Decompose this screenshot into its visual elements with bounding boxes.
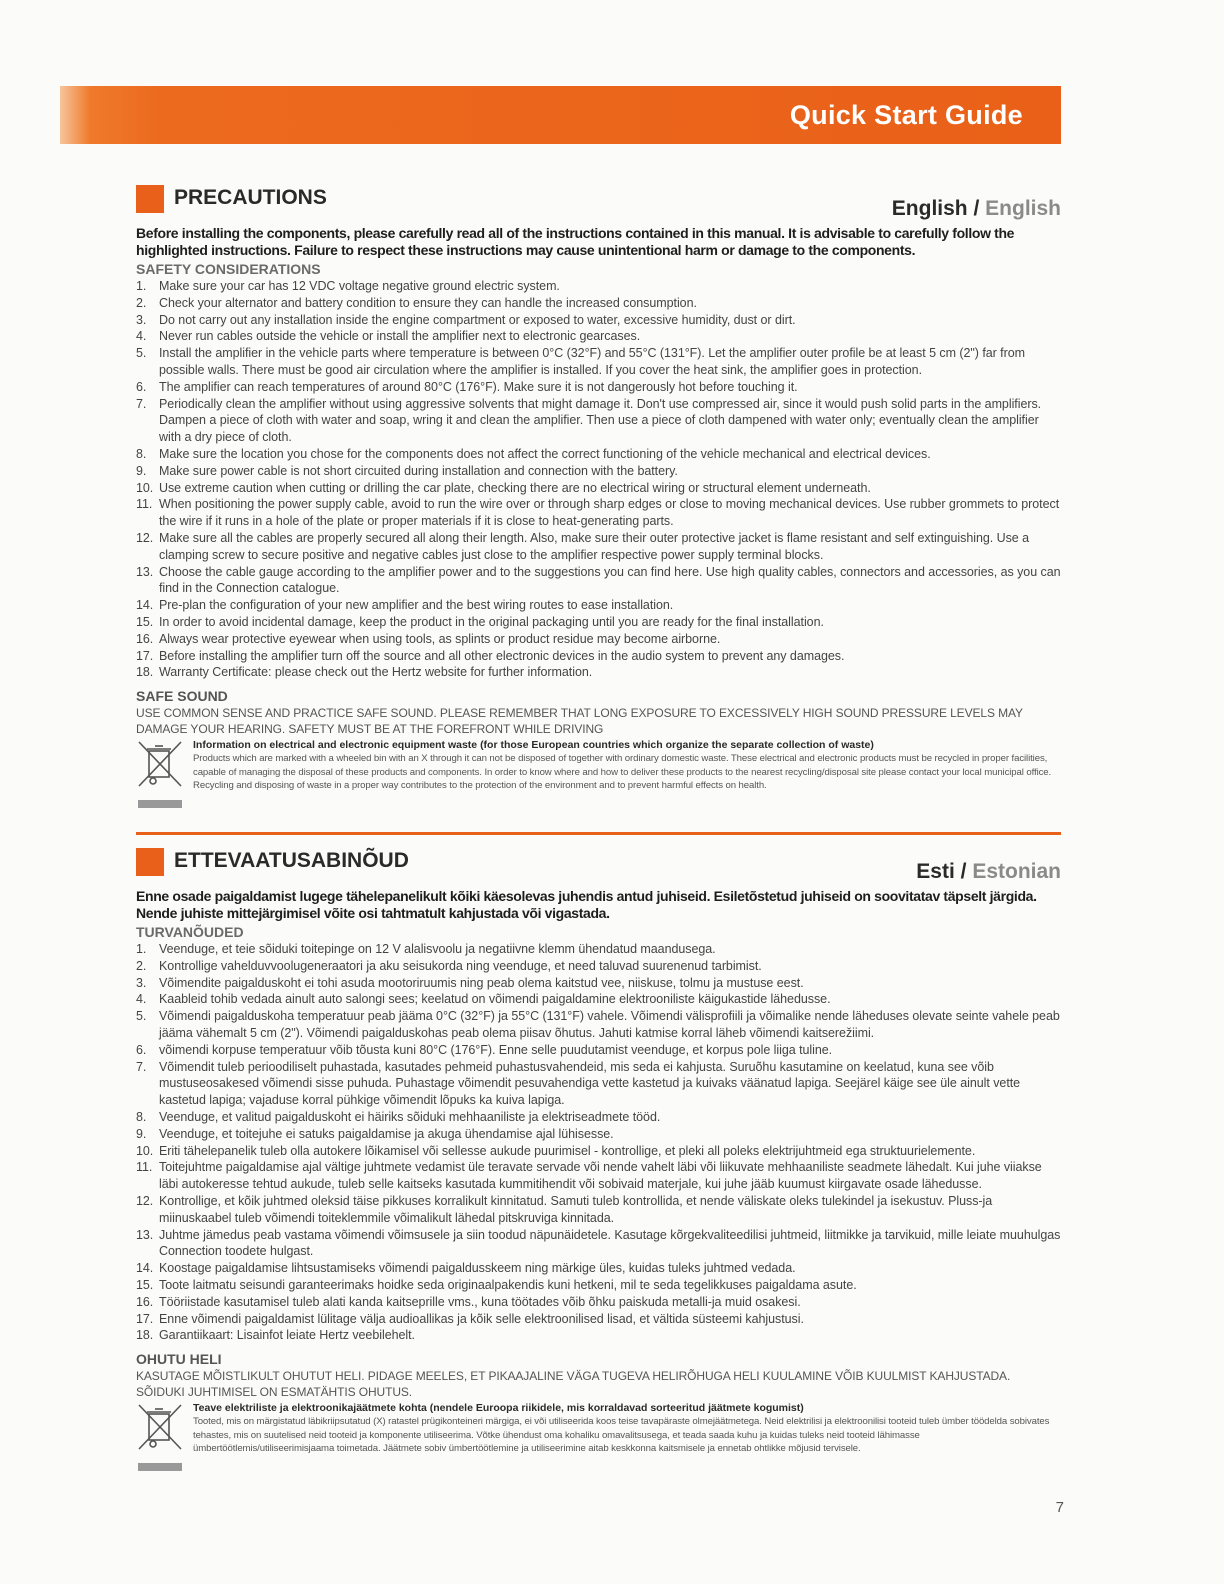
list-item-text: Võimendi paigalduskoha temperatuur peab jääma 0°C (32°F) ja 55°C (131°F) vahele. Võimendi välisprofiili ja võimalike nende läheduses olevate seinte vahele peab jääma vähemalt 5 cm (2"). Võimendi paigalduskohas peab olema piisav õhutus. Jahuti katmise korral läheb võimendi kaitserežiimi.: [159, 1009, 1060, 1040]
list-item: [136, 480, 1061, 497]
list-item: [136, 1327, 1061, 1344]
weee-notice: [136, 1402, 1061, 1476]
list-item-text: The amplifier can reach temperatures of around 80°C (176°F). Make sure it is not dangerously hot before touching it.: [159, 379, 798, 394]
list-item-text: Veenduge, et teie sõiduki toitepinge on 12 V alalisvoolu ja negatiivne klemm ühendatud maandusega.: [159, 942, 716, 956]
list-item-number: 12.: [136, 530, 154, 545]
list-item-number: 18.: [136, 665, 154, 680]
weee-text: Products which are marked with a wheeled bin with an X through it can not be disposed of together with ordinary domestic waste. These electrical and electronic products must be recycled in proper facilities, capable of managing the disposal of these products and components. In order to know where and how to deliver these products to the nearest recycling/disposal site please contact your local municipal office. Recycling and disposing of waste in a proper way contributes to the protection of the environment and to prevent harmful effects on health.: [193, 753, 1052, 792]
list-item-number: 14.: [136, 598, 154, 613]
list-item: [136, 1126, 1061, 1143]
list-item-text: Võimendit tuleb perioodiliselt puhastada, kasutades pehmeid puhastusvahendeid, mis seda ei kahjusta. Suruõhu kasutamine on keelatud, kuna see võib mustuseosakesed võimendi sisse puhuda. Puhastage võimendit pesuvahendiga vette kastetud ja kuivaks väänatud lapiga. Seejärel käige see üle ainult vette kastetud lapiga; vajaduse korral pühkige võimendit lõpuks ka kuiva lapiga.: [159, 1059, 1021, 1108]
list-item: [136, 1042, 1061, 1059]
list-item: [136, 1193, 1061, 1227]
list-item-text: Periodically clean the amplifier without using aggressive solvents that might damage it. Don't use compressed air, since it would push solid parts in the amplifiers. Dampen a piece of cloth with water and soap, wring it and clean the amplifier. Then use a piece of cloth dampened with water only; eventually clean the amplifier with a dry piece of cloth.: [159, 396, 1042, 445]
list-item-number: 18.: [136, 1328, 154, 1343]
list-item-text: Kaableid tohib vedada ainult auto salongi sees; keelatud on võimendi paigaldamine elektrooniliste käigukastide lähedusse.: [159, 992, 831, 1007]
list-item-text: Enne võimendi paigaldamist lülitage välja audioallikas ja kõik selle elektroonilised lisad, et vältida süsteemi kahjustusi.: [159, 1311, 804, 1326]
list-item-text: Make sure all the cables are properly secured all along their length. Also, make sure their outer protective jacket is flame resistant and self extinguishing. Use a clamping screw to secure positive and negative cables just close to the amplifier respective power supply terminal blocks.: [159, 530, 1030, 562]
list-item: [136, 295, 1061, 312]
list-item: [136, 664, 1061, 681]
list-item-number: 5.: [136, 1009, 147, 1024]
header-banner: [60, 86, 1061, 144]
list-item-text: Pre-plan the configuration of your new amplifier and the best wiring routes to ease installation.: [159, 598, 674, 613]
list-item: [136, 1008, 1061, 1042]
list-item-text: Juhtme jämedus peab vastama võimendi võimsusele ja siin toodud näpunäidetele. Kasutage kõrgekvaliteedilisi juhtmeid, liitmikke ja tarvikuid, mille leiate muuhulgas Connection toodete hulgast.: [159, 1227, 1061, 1259]
list-item: [136, 328, 1061, 345]
list-item: [136, 446, 1061, 463]
list-item-text: Use extreme caution when cutting or drilling the car plate, checking there are no electrical wiring or structural element underneath.: [159, 480, 871, 495]
list-item-number: 9.: [136, 1126, 147, 1141]
list-item: [136, 1109, 1061, 1126]
safe-sound-text: KASUTAGE MÕISTLIKULT OHUTUT HELI. PIDAGE MEELES, ET PIKAAJALINE VÄGA TUGEVA HELIRÕHUGA HELI KUULAMINE VÕIB KUULMIST KAHJUSTADA. SÕIDUKI JUHTIMISEL ON ESMATÄHTIS OHUTUS.: [136, 1369, 1011, 1400]
page-number: 7: [1055, 1499, 1064, 1516]
list-item: [136, 975, 1061, 992]
list-item: [136, 463, 1061, 480]
list-item-number: 14.: [136, 1261, 154, 1276]
list-item: [136, 1227, 1061, 1261]
precautions-list: [136, 278, 1061, 681]
list-item: [136, 1143, 1061, 1160]
crossed-bin-icon: [136, 739, 184, 789]
list-item-number: 3.: [136, 312, 147, 327]
list-item: [136, 1294, 1061, 1311]
list-item-text: Kontrollige vahelduvvoolugeneraatori ja aku seisukorda ning veenduge, et need taluvad suurenenud tarbimist.: [159, 958, 762, 973]
precautions-list: [136, 941, 1061, 1344]
list-item-number: 11.: [136, 1160, 153, 1175]
list-item: [136, 312, 1061, 329]
weee-notice: [136, 739, 1061, 813]
list-item-text: Tööriistade kasutamisel tuleb alati kanda kaitseprille vms., kuna töötades võib õhku paiskuda metalli-ja muid osakesi.: [159, 1294, 801, 1309]
list-item-text: In order to avoid incidental damage, keep the product in the original packaging until you are ready for the final installation.: [159, 614, 824, 629]
subheading: SAFETY CONSIDERATIONS: [136, 261, 321, 277]
crossed-bin-icon: [136, 1402, 184, 1452]
list-item-number: 3.: [136, 975, 147, 990]
list-item-number: 5.: [136, 346, 147, 361]
bin-underline-bar: [138, 800, 182, 808]
language-main: English /: [891, 197, 980, 220]
list-item: [136, 496, 1061, 530]
list-item-text: Võimendite paigalduskoht ei tohi asuda mootoriruumis ning peab olema kaitstud vee, niiskuse, tolmu ja mustuse eest.: [159, 975, 804, 990]
list-item: [136, 564, 1061, 598]
list-item: [136, 941, 1061, 958]
list-item: [136, 278, 1061, 295]
list-item: [136, 631, 1061, 648]
list-item-text: Koostage paigaldamise lihtsustamiseks võimendi paigaldusskeem ning märkige üles, kuidas tuleks juhtmed vedada.: [159, 1261, 796, 1276]
list-item-number: 15.: [136, 614, 154, 629]
list-item-text: Make sure power cable is not short circuited during installation and connection with the battery.: [159, 463, 678, 478]
list-item-number: 13.: [136, 564, 154, 579]
intro-text: Before installing the components, please carefully read all of the instructions contained in this manual. It is advisable to carefully follow the highlighted instructions. Failure to respect these instructions may cause unintentional harm or damage to the components.: [136, 225, 1015, 258]
section-title: ETTEVAATUSABINÕUD: [174, 849, 409, 872]
list-item-text: Do not carry out any installation inside the engine compartment or exposed to water, excessive humidity, dust or dirt.: [159, 312, 796, 327]
list-item-text: Veenduge, et toitejuhe ei satuks paigaldamise ja akuga ühendamise ajal lühisesse.: [159, 1126, 614, 1141]
list-item-number: 15.: [136, 1277, 154, 1292]
list-item: [136, 379, 1061, 396]
list-item-text: Toote laitmatu seisundi garanteerimaks hoidke seda originaalpakendis kuni hetkeni, mil te seda tegelikkuses paigaldama asute.: [159, 1277, 857, 1292]
list-item: [136, 1159, 1061, 1193]
intro-text: Enne osade paigaldamist lugege tähelepanelikult kõiki käesolevas juhendis antud juhiseid. Esiletõstetud juhiseid on soovitatav täpselt järgida. Nende juhiste mittejärgimisel võite osi tahtmatult kahjustada või vigastada.: [136, 888, 1037, 921]
list-item: [136, 1059, 1061, 1109]
list-item-number: 8.: [136, 446, 147, 461]
list-item-number: 2.: [136, 295, 147, 310]
section-title: PRECAUTIONS: [174, 186, 327, 209]
list-item-number: 4.: [136, 329, 147, 344]
list-item-number: 10.: [136, 480, 154, 495]
list-item-number: 1.: [136, 279, 147, 293]
language-sub: Estonian: [972, 860, 1061, 883]
list-item-text: Kontrollige, et kõik juhtmed oleksid täise pikkuses korralikult kinnitatud. Samuti tuleb kontrollida, et nende väliskate oleks tulekindel ja isekustuv. Pluss-ja miinuskaabel tuleb võimendi toiteklemmile võimalikult lähedal pitskruviga kinnitada.: [159, 1193, 993, 1225]
list-item-text: Before installing the amplifier turn off the source and all other electronic devices in the audio system to prevent any damages.: [159, 648, 845, 663]
list-item-number: 6.: [136, 1042, 147, 1057]
list-item-number: 17.: [136, 648, 154, 663]
language-sub: English: [985, 197, 1061, 220]
weee-title: Information on electrical and electronic equipment waste (for those European countries which organize the separate collection of waste): [193, 739, 874, 752]
list-item: [136, 1311, 1061, 1328]
list-item: [136, 396, 1061, 446]
list-item-number: 6.: [136, 379, 147, 394]
list-item: [136, 614, 1061, 631]
list-item-number: 11.: [136, 497, 153, 512]
header-title: Quick Start Guide: [789, 100, 1023, 130]
language-label: [892, 197, 1061, 221]
list-item: [136, 530, 1061, 564]
list-item-number: 7.: [136, 1059, 147, 1074]
list-item: [136, 1260, 1061, 1277]
list-item-text: Veenduge, et valitud paigalduskoht ei häiriks sõiduki mehhaaniliste ja elektriseadmete tööd.: [159, 1109, 661, 1124]
list-item-number: 2.: [136, 958, 147, 973]
safe-sound-title: SAFE SOUND: [136, 688, 228, 705]
weee-text: Tooted, mis on märgistatud läbikriipsutatud (X) ratastel prügikonteineri märgiga, ei või utiliseerida koos teise tavapäraste olmejäätmetega. Neid elektrilisi ja elektroonilisi tooteid tuleb ümber töödelda sobivates tehastes, mis on suutelised neid tooteid ja komponente utiliseerima. Võtke ühendust oma kohaliku omavalitsusega, et teada saada kuhu ja kuidas tuleks neid tooteid lähimasse ümbertöötlemis/utiliseerimisjaama toimetada. Jäätmete sobiv ümbertöötlemine ja utiliseerimine aitab keskkonna kaitsmisele ja ennetab ohtlikke mõjusid tervisele.: [193, 1416, 1050, 1455]
bin-underline-bar: [138, 1463, 182, 1471]
list-item-text: When positioning the power supply cable, avoid to run the wire over or through sharp edges or close to moving mechanical devices. Use rubber grommets to protect the wire if it runs in a hole of the plate or proper materials if it is close to heat-generating parts.: [159, 497, 1060, 529]
list-item-text: võimendi korpuse temperatuur võib tõusta kuni 80°C (176°F). Enne selle puudutamist veenduge, et korpus pole liiga tuline.: [159, 1042, 833, 1057]
list-item: [136, 958, 1061, 975]
list-item-text: Garantiikaart: Lisainfot leiate Hertz veebilehelt.: [159, 1328, 415, 1343]
list-item: [136, 597, 1061, 614]
list-item-number: 16.: [136, 1294, 154, 1309]
list-item-text: Make sure the location you chose for the components does not affect the correct functioning of the vehicle mechanical and electrical devices.: [159, 446, 931, 461]
list-item-number: 12.: [136, 1193, 154, 1208]
list-item-number: 9.: [136, 463, 147, 478]
section-divider: [136, 832, 1061, 835]
safe-sound-title: OHUTU HELI: [136, 1351, 222, 1368]
english-section: [136, 185, 1061, 813]
language-main: Esti /: [916, 860, 967, 883]
section-marker-icon: [136, 185, 164, 213]
list-item: [136, 345, 1061, 379]
weee-title: Teave elektriliste ja elektroonikajäätmete kohta (nendele Euroopa riikidele, mis korraldavad sorteeritud jäätmete kogumist): [193, 1402, 804, 1415]
list-item-text: Never run cables outside the vehicle or install the amplifier next to electronic gearcases.: [159, 329, 641, 344]
list-item-number: 7.: [136, 396, 147, 411]
list-item-number: 4.: [136, 992, 147, 1007]
list-item: [136, 648, 1061, 665]
section-header: [136, 848, 1061, 888]
list-item-number: 16.: [136, 631, 154, 646]
list-item-number: 17.: [136, 1311, 154, 1326]
language-label: [916, 860, 1061, 884]
list-item-number: 10.: [136, 1143, 154, 1158]
list-item-number: 8.: [136, 1109, 147, 1124]
list-item-number: 1.: [136, 942, 147, 956]
safe-sound-text: USE COMMON SENSE AND PRACTICE SAFE SOUND. PLEASE REMEMBER THAT LONG EXPOSURE TO EXCESSIVELY HIGH SOUND PRESSURE LEVELS MAY DAMAGE YOUR HEARING. SAFETY MUST BE AT THE FOREFRONT WHILE DRIVING: [136, 706, 1023, 737]
list-item-text: Always wear protective eyewear when using tools, as splints or product residue may become airborne.: [159, 631, 721, 646]
list-item: [136, 991, 1061, 1008]
list-item-text: Check your alternator and battery condition to ensure they can handle the increased consumption.: [159, 295, 697, 310]
section-marker-icon: [136, 848, 164, 876]
list-item-text: Toitejuhtme paigaldamise ajal vältige juhtmete vedamist üle teravate servade või nende vahelt läbi või liikuvate mehhaaniliste seadmete lähedalt. Kui juhe viiakse läbi autokeresse tehtud aukude, tuleb selle kaitseks kasutada kummitihendit või sobivaid materjale, kui juhe jääb kuumust kiirgavate osade lähedusse.: [159, 1160, 1042, 1192]
list-item: [136, 1277, 1061, 1294]
list-item-text: Eriti tähelepanelik tuleb olla autokere lõikamisel või sellesse aukude puurimisel - kontrollige, et pleki all poleks elektrijuhtmeid ega struktuurielemente.: [159, 1143, 976, 1158]
list-item-text: Make sure your car has 12 VDC voltage negative ground electric system.: [159, 279, 560, 293]
list-item-text: Choose the cable gauge according to the amplifier power and to the suggestions you can find here. Use high quality cables, connectors and accessories, as you can find in the Connection catalogue.: [159, 564, 1061, 596]
section-header: [136, 185, 1061, 225]
subheading: TURVANÕUDED: [136, 924, 244, 940]
list-item-text: Install the amplifier in the vehicle parts where temperature is between 0°C (32°F) and 55°C (131°F). Let the amplifier outer profile be at least 5 cm (2") far from possible walls. There must be good air circulation where the amplifier is installed. If you cover the heat sink, the amplifier goes in protection.: [159, 346, 1025, 377]
list-item-number: 13.: [136, 1227, 154, 1242]
list-item-text: Warranty Certificate: please check out the Hertz website for further information.: [159, 665, 593, 680]
estonian-section: [136, 848, 1061, 1476]
